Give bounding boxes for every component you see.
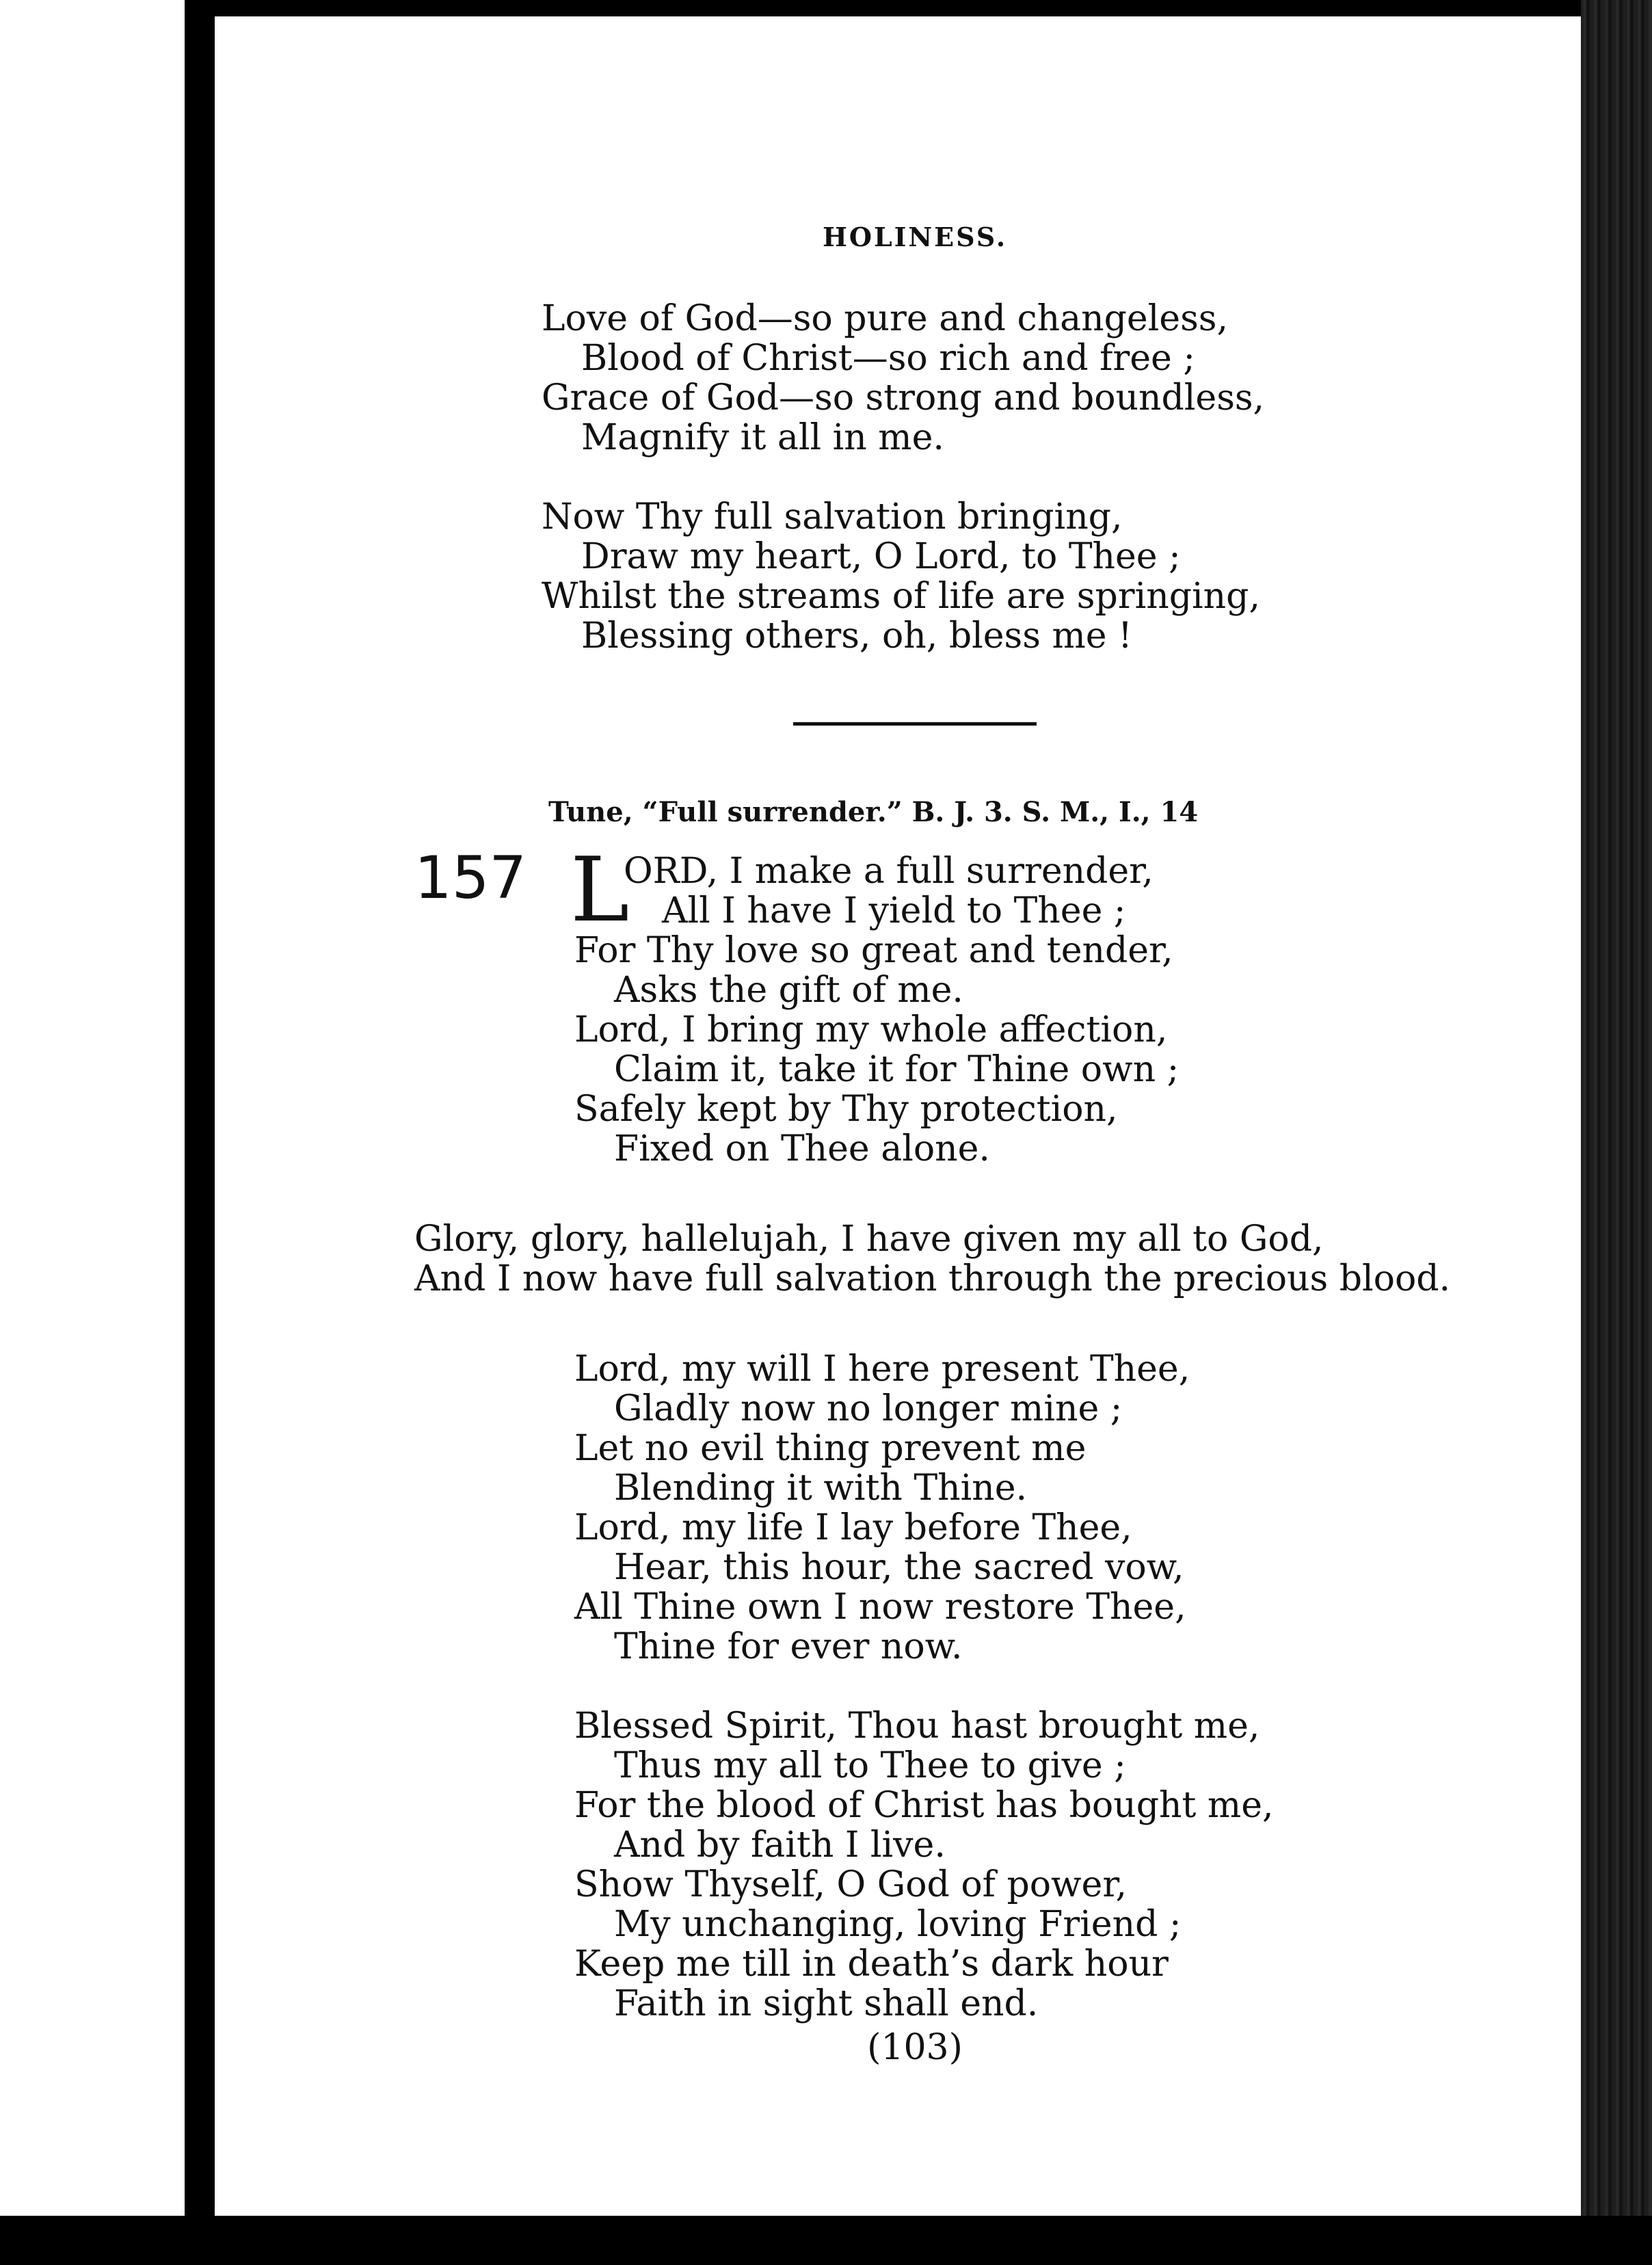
chorus-line: Glory, glory, hallelujah, I have given my all to God,: [414, 1219, 1324, 1260]
verse-line: Lord, my will I here present Thee,: [574, 1349, 1190, 1390]
tune-line: Tune, “Full surrender.” B. J. 3. S. M., I., 14: [548, 796, 1199, 828]
dropcap: L: [570, 838, 630, 942]
verse-line: Gladly now no longer mine ;: [614, 1388, 1123, 1429]
hymnal-page: [215, 16, 1581, 2216]
verse-line: Blending it with Thine.: [614, 1468, 1028, 1509]
verse-line: For the blood of Christ has bought me,: [574, 1785, 1274, 1826]
verse-line: Hear, this hour, the sacred vow,: [614, 1547, 1184, 1588]
verse-line: Fixed on Thee alone.: [614, 1128, 990, 1169]
scan-margin-left: [0, 0, 185, 2265]
section-divider: [793, 722, 1037, 726]
verse-line: Claim it, take it for Thine own ;: [614, 1049, 1180, 1090]
hymn-number: 157: [414, 844, 527, 912]
verse-line: Whilst the streams of life are springing,: [542, 576, 1260, 617]
verse-line: Love of God—so pure and changeless,: [542, 298, 1228, 339]
verse-line: Blessed Spirit, Thou hast brought me,: [574, 1706, 1260, 1747]
verse-line: My unchanging, loving Friend ;: [614, 1904, 1182, 1945]
page-edges-right: [1581, 0, 1652, 2265]
verse-line: Safely kept by Thy protection,: [574, 1089, 1118, 1130]
verse-line: Asks the gift of me.: [614, 970, 963, 1011]
verse-line: Draw my heart, O Lord, to Thee ;: [581, 536, 1181, 577]
verse-line: ORD, I make a full surrender,: [624, 851, 1154, 892]
verse-line: Grace of God—so strong and boundless,: [542, 378, 1265, 419]
verse-line: Blood of Christ—so rich and free ;: [581, 338, 1195, 379]
verse-line: Thus my all to Thee to give ;: [614, 1745, 1126, 1786]
verse-line: Thine for ever now.: [614, 1626, 963, 1667]
book-spine: [186, 0, 215, 2265]
verse-line: Keep me till in death’s dark hour: [574, 1944, 1169, 1985]
scan-margin-bottom: [0, 2216, 1652, 2265]
verse-line: For Thy love so great and tender,: [574, 930, 1173, 971]
verse-line: Blessing others, oh, bless me !: [581, 615, 1132, 657]
verse-line: Let no evil thing prevent me: [574, 1428, 1087, 1469]
verse-line: Magnify it all in me.: [581, 417, 944, 458]
page-number: (103): [867, 2027, 963, 2068]
verse-line: Now Thy full salvation bringing,: [542, 496, 1123, 538]
verse-line: Faith in sight shall end.: [614, 1983, 1039, 2024]
verse-line: And by faith I live.: [614, 1825, 946, 1866]
verse-line: Lord, I bring my whole affection,: [574, 1009, 1168, 1050]
verse-line: Lord, my life I lay before Thee,: [574, 1507, 1132, 1548]
verse-line: All Thine own I now restore Thee,: [574, 1587, 1186, 1628]
verse-line: All I have I yield to Thee ;: [662, 890, 1126, 931]
running-header: HOLINESS.: [822, 222, 1008, 252]
chorus-line: And I now have full salvation through the precious blood.: [414, 1258, 1451, 1299]
verse-line: Show Thyself, O God of power,: [574, 1864, 1128, 1905]
